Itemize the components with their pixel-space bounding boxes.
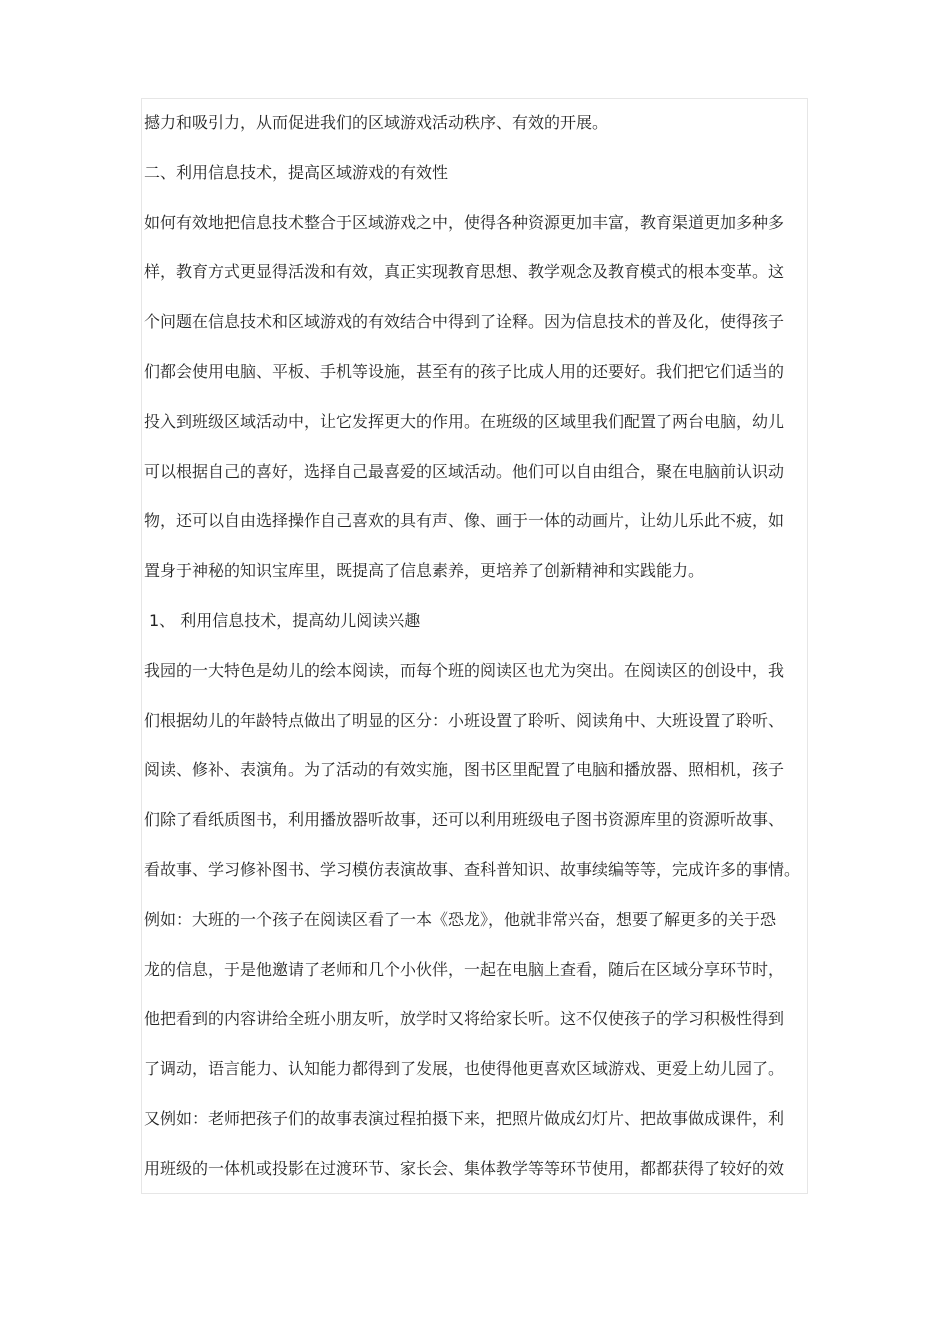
paragraph-line: 龙的信息，于是他邀请了老师和几个小伙伴，一起在电脑上查看，随后在区域分享环节时，: [144, 959, 785, 979]
paragraph-line: 撼力和吸引力，从而促进我们的区域游戏活动秩序、有效的开展。: [144, 113, 609, 132]
document-body: [144, 98, 824, 1194]
paragraph-line: 投入到班级区域活动中，让它发挥更大的作用。在班级的区域里我们配置了两台电脑，幼儿: [144, 411, 785, 431]
paragraph-line: 们除了看纸质图书，利用播放器听故事，还可以利用班级电子图书资源库里的资源听故事、: [144, 810, 785, 830]
paragraph-line: 们根据幼儿的年龄特点做出了明显的区分：小班设置了聆听、阅读角中、大班设置了聆听、: [144, 710, 785, 730]
paragraph-line: 个问题在信息技术和区域游戏的有效结合中得到了诠释。因为信息技术的普及化，使得孩子: [144, 312, 785, 332]
section-heading: 二、利用信息技术，提高区域游戏的有效性: [144, 162, 449, 182]
paragraph-line: 们都会使用电脑、平板、手机等设施，甚至有的孩子比成人用的还要好。我们把它们适当的: [144, 361, 785, 381]
paragraph-line: 看故事、学习修补图书、学习模仿表演故事、查科普知识、故事续编等等，完成许多的事情。: [144, 859, 801, 879]
paragraph-line: 可以根据自己的喜好，选择自己最喜爱的区域活动。他们可以自由组合，聚在电脑前认识动: [144, 461, 785, 481]
subsection-heading: 1、 利用信息技术，提高幼儿阅读兴趣: [149, 610, 421, 630]
paragraph-line: 如何有效地把信息技术整合于区域游戏之中，使得各种资源更加丰富，教育渠道更加多种多: [144, 212, 785, 232]
paragraph-line: 了调动，语言能力、认知能力都得到了发展，也使得他更喜欢区域游戏、更爱上幼儿园了。: [144, 1059, 785, 1079]
paragraph-line: 他把看到的内容讲给全班小朋友听，放学时又将给家长听。这不仅使孩子的学习积极性得到: [144, 1009, 785, 1029]
paragraph-line: 例如：大班的一个孩子在阅读区看了一本《恐龙》，他就非常兴奋，想要了解更多的关于恐: [144, 909, 777, 929]
paragraph-line: 又例如：老师把孩子们的故事表演过程拍摄下来，把照片做成幻灯片、把故事做成课件，利: [144, 1108, 785, 1128]
paragraph-line: 置身于神秘的知识宝库里，既提高了信息素养，更培养了创新精神和实践能力。: [144, 561, 705, 581]
paragraph-line: 我园的一大特色是幼儿的绘本阅读，而每个班的阅读区也尤为突出。在阅读区的创设中，我: [144, 660, 785, 680]
paragraph-line: 物，还可以自由选择操作自己喜欢的具有声、像、画于一体的动画片，让幼儿乐此不疲，如: [144, 511, 785, 531]
paragraph-line: 样，教育方式更显得活泼和有效，真正实现教育思想、教学观念及教育模式的根本变革。这: [144, 262, 785, 282]
paragraph-line: 用班级的一体机或投影在过渡环节、家长会、集体教学等等环节使用，都都获得了较好的效: [144, 1158, 785, 1178]
paragraph-line: 阅读、修补、表演角。为了活动的有效实施，图书区里配置了电脑和播放器、照相机，孩子: [144, 760, 785, 780]
